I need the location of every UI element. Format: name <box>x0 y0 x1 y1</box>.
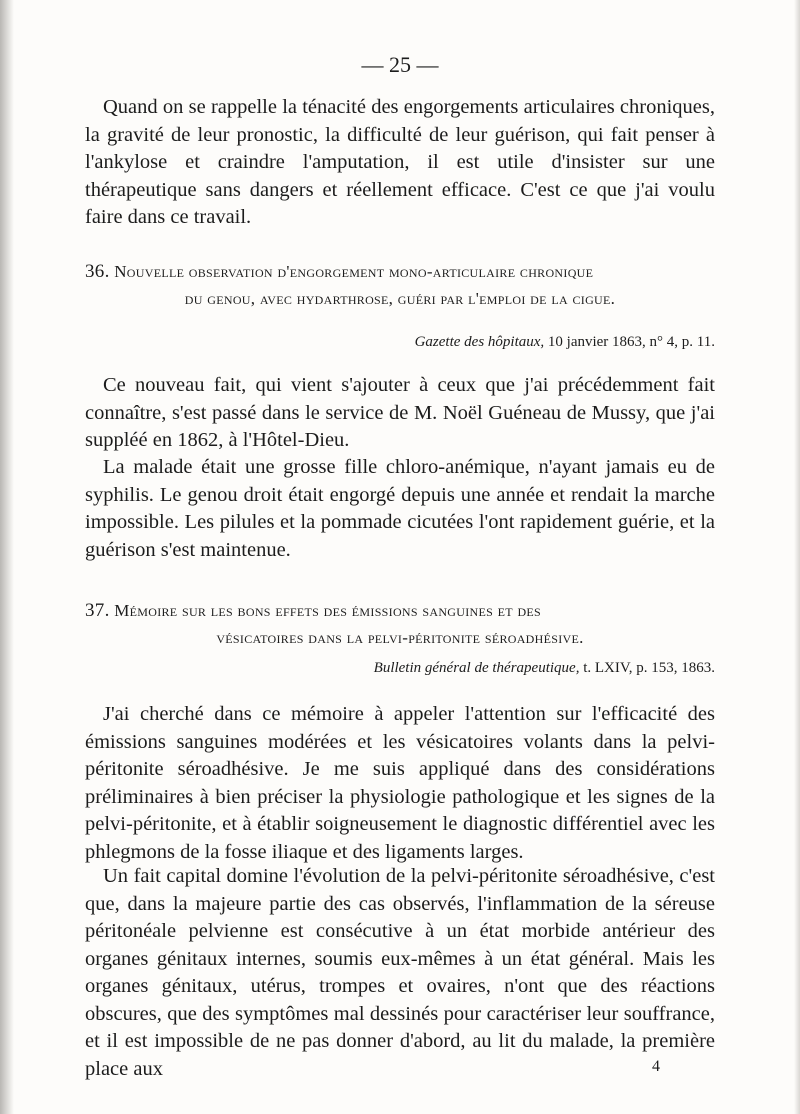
paragraph-37-a: J'ai cherché dans ce mémoire à appeler l'attention sur l'efficacité des émissions sanguines modérées et les vésicatoires volants dans la pelvi-péritonite séroadhésive. Je me suis appliqué dans des considérations préliminaires à bien préciser la physiologie pathologique et les signes de la pelvi-péritonite, et à établir soigneusement le diagnostic différentiel avec les phlegmons de la fosse iliaque et des ligaments larges. <box>85 703 715 863</box>
entry-37-citation-details: t. LXIV, p. 153, 1863. <box>579 660 715 676</box>
paragraph-intro: Quand on se rappelle la ténacité des engorgements articulaires chroniques, la gravité de leur pronostic, la difficulté de leur guérison, qui fait penser à l'ankylose et craindre l'amputation, il est utile d'insister sur une thérapeutique sans dangers et réellement efficace. C'est ce que j'ai voulu faire dans ce travail. <box>85 96 715 228</box>
entry-36-citation-source: Gazette des hôpitaux, <box>414 334 545 350</box>
entry-36-heading <box>85 258 715 312</box>
entry-37-citation <box>85 660 715 677</box>
entry-37-citation-source: Bulletin général de thérapeutique, <box>373 660 580 676</box>
paragraph-36-a: Ce nouveau fait, qui vient s'ajouter à ceux que j'ai précédemment fait connaître, s'est passé dans le service de M. Noël Guéneau de Mussy, que j'ai suppléé en 1862, à l'Hôtel-Dieu. <box>85 374 715 451</box>
page-edge-shadow-right <box>794 0 800 1114</box>
entry-36-citation <box>85 334 715 351</box>
paragraph-37-b: Un fait capital domine l'évolution de la pelvi-péritonite séroadhésive, c'est que, dans la majeure partie des cas observés, l'inflammation de la séreuse péritonéale pelvienne est consécutive à un état morbide antérieur des organes génitaux internes, soumis eux-mêmes à un état général. Mais les organes génitaux, utérus, trompes et ovaires, n'ont que des réactions obscures, que des symptômes mal dessinés pour caractériser leur souffrance, et il est impossible de ne pas donner d'abord, au lit du malade, la première place aux <box>85 865 715 1080</box>
paragraph-36-b: La malade était une grosse fille chloro-anémique, n'ayant jamais eu de syphilis. Le genou droit était engorgé depuis une année et rendait la marche impossible. Les pilules et la pommade cicutées l'ont rapidement guérie, et la guérison s'est maintenue. <box>85 456 715 561</box>
entry-37-heading <box>85 597 715 651</box>
entry-37-number: 37. <box>85 600 110 621</box>
entry-36-citation-details: 10 janvier 1863, n° 4, p. 11. <box>544 334 715 350</box>
entry-36-number: 36. <box>85 261 110 282</box>
page-edge-shadow <box>0 0 14 1114</box>
signature-mark: 4 <box>652 1058 660 1075</box>
entry-36-title-line2: du genou, avec hydarthrose, guéri par l'emploi de la cigue. <box>184 289 616 308</box>
entry-37-title-line1: Mémoire sur les bons effets des émissions sanguines et des <box>114 601 542 620</box>
page-number: — 25 — <box>361 52 439 77</box>
entry-37-title-line2: vésicatoires dans la pelvi-péritonite séroadhésive. <box>216 628 584 647</box>
entry-36-title-line1: Nouvelle observation d'engorgement mono-articulaire chronique <box>114 262 594 281</box>
